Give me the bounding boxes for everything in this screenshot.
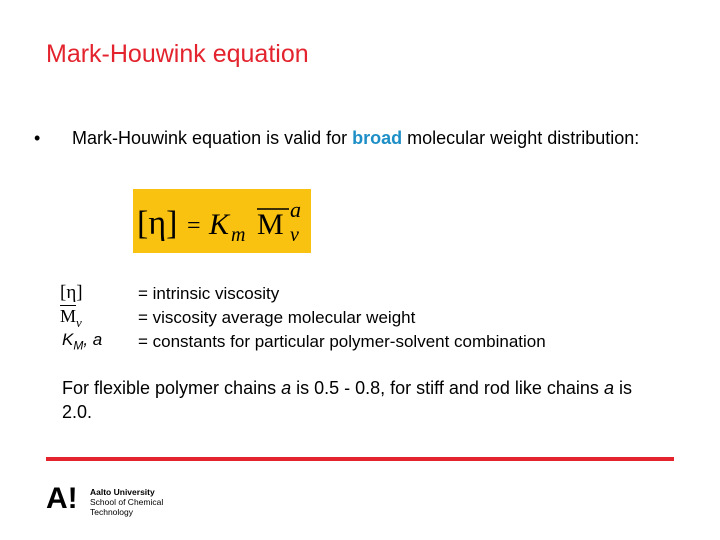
logo-line1: Aalto University — [90, 487, 155, 497]
symbol-k: K — [62, 330, 74, 349]
eq-m: M — [257, 208, 284, 241]
logo-text — [90, 487, 163, 517]
footer-divider — [46, 457, 674, 461]
note-part2: is 0.5 - 0.8, for stiff and rod like chains — [291, 378, 604, 398]
symbol-eta: [η] — [60, 282, 83, 303]
mark-houwink-equation — [133, 189, 311, 253]
note-part1: For flexible polymer chains — [62, 378, 282, 398]
definition-eta: = intrinsic viscosity — [138, 284, 280, 303]
note-part3: is 2.0. — [62, 378, 632, 422]
eq-m-sub: v — [290, 224, 299, 246]
bullet-text-start: Mark-Houwink equation is valid for — [72, 128, 353, 148]
definition-mv: = viscosity average molecular weight — [138, 308, 416, 327]
eq-k-sub: m — [231, 224, 246, 246]
note-a2: a — [603, 378, 614, 398]
bullet-text-end: molecular weight distribution: — [402, 128, 640, 148]
symbol-k-sub: M — [73, 338, 84, 353]
bullet-item — [34, 126, 654, 150]
symbol-mv-sub: v — [76, 314, 82, 330]
equation-box — [133, 189, 311, 253]
page-title: Mark-Houwink equation — [46, 40, 309, 68]
definition-k-a: = constants for particular polymer-solvent combination — [138, 332, 546, 351]
symbol-k-a — [62, 330, 102, 352]
eq-k: K — [209, 208, 230, 241]
eq-m-sup: a — [290, 197, 301, 222]
logo-line3: Technology — [90, 507, 134, 517]
symbol-a: , a — [83, 330, 103, 349]
eq-equals: = — [187, 213, 201, 239]
note-paragraph — [62, 376, 662, 424]
logo-line2: School of Chemical — [90, 497, 164, 507]
symbol-mv — [60, 306, 82, 331]
symbol-mv-m: $\overline{M}$ — [60, 306, 77, 326]
eq-lhs: [η] — [137, 205, 178, 242]
bullet-marker: • — [34, 128, 41, 148]
note-a1: a — [281, 378, 292, 398]
logo-mark: A! — [46, 482, 78, 515]
bullet-text — [72, 126, 654, 150]
highlight-broad: broad — [352, 128, 403, 148]
definition-list — [138, 282, 546, 354]
